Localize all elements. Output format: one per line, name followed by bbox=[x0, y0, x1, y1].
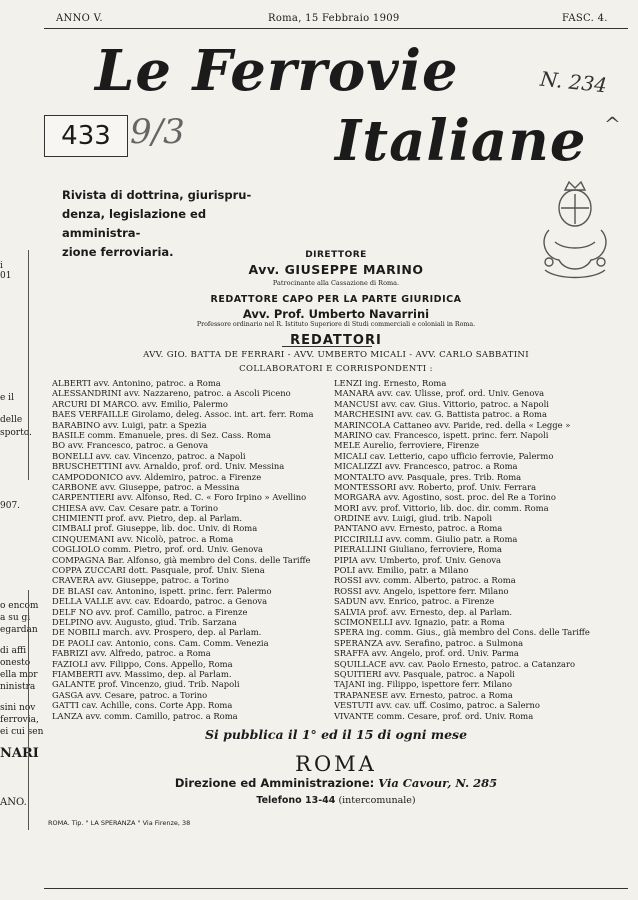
collaborator-entry: CHIESA avv. Cav. Cesare patr. a Torino bbox=[52, 502, 218, 513]
margin-scrap: o encom bbox=[0, 601, 39, 611]
footer-rule bbox=[44, 888, 628, 889]
collaborator-entry: DELPINO avv. Augusto, giud. Trib. Sarzana bbox=[52, 616, 237, 627]
collaborator-entry: SALVIA prof. avv. Ernesto, dep. al Parlam. bbox=[334, 606, 513, 617]
collaborator-entry: BARABINO avv. Luigi, patr. a Spezia bbox=[52, 419, 207, 430]
title-line-2: Italiane bbox=[335, 108, 587, 174]
collaborator-entry: CHIMIENTI prof. avv. Pietro, dep. al Parlam. bbox=[52, 513, 243, 524]
issue-date: Roma, 15 Febbraio 1909 bbox=[268, 13, 400, 24]
collaborator-entry: VESTUTI avv. cav. uff. Cosimo, patroc. a Salerno bbox=[334, 700, 540, 711]
collaborator-entry: FABRIZI avv. Alfredo, patroc. a Roma bbox=[52, 648, 211, 659]
collaborator-entry: CAMPODONICO avv. Aldemiro, patroc. a Firenze bbox=[52, 471, 262, 482]
collaborator-entry: SQUITIERI avv. Pasquale, patroc. a Napoli bbox=[334, 668, 515, 679]
margin-mark: ^ bbox=[604, 112, 621, 136]
collaborator-entry: CINQUEMANI avv. Nicolò, patroc. a Roma bbox=[52, 533, 234, 544]
collaborator-entry: TAJANI ing. Filippo, ispettore ferr. Milano bbox=[334, 679, 513, 690]
margin-scrap: e il bbox=[0, 393, 14, 403]
collaborator-entry: TRAPANESE avv. Ernesto, patroc. a Roma bbox=[334, 689, 513, 700]
margin-scrap: ella mor bbox=[0, 670, 38, 680]
collaborator-entry: ALESSANDRINI avv. Nazzareno, patroc. a Ascoli Piceno bbox=[52, 388, 291, 399]
issue-year: ANNO V. bbox=[56, 13, 103, 24]
margin-scrap: a su gi bbox=[0, 613, 31, 623]
collaborator-entry: MORGARA avv. Agostino, sost. proc. del Re a Torino bbox=[334, 492, 556, 503]
collaborator-entry: CARBONE avv. Giuseppe, patroc. a Messina bbox=[52, 481, 240, 492]
chief-editor-name: Avv. Prof. Umberto Navarrini bbox=[242, 307, 430, 321]
city-title: ROMA bbox=[295, 752, 377, 776]
editors-underline bbox=[282, 346, 372, 347]
collaborator-entry: MONTESSORI avv. Roberto, prof. Univ. Ferrara bbox=[334, 481, 537, 492]
collaborator-entry: BONELLI avv. cav. Vincenzo, patroc. a Napoli bbox=[52, 450, 246, 461]
margin-scrap: egardan bbox=[0, 625, 38, 635]
collaborator-entry: GASGA avv. Cesare, patroc. a Torino bbox=[52, 689, 208, 700]
collaborator-entry: MICALIZZI avv. Francesco, patroc. a Roma bbox=[334, 461, 518, 472]
phone-note: (intercomunale) bbox=[338, 795, 416, 806]
collaborator-entry: LENZI ing. Ernesto, Roma bbox=[334, 378, 447, 388]
margin-scrap: ei cui sen bbox=[0, 727, 44, 737]
collaborator-entry: FAZIOLI avv. Filippo, Cons. Appello, Roma bbox=[52, 658, 233, 669]
margin-scrap: onesto bbox=[0, 658, 31, 668]
collaborator-entry: CARPENTIERI avv. Alfonso, Red. C. « Foro Irpino » Avellino bbox=[52, 492, 307, 503]
collaborator-entry: BRUSCHETTINI avv. Arnaldo, prof. ord. Univ. Messina bbox=[52, 461, 285, 472]
collaborator-entry: PICCIRILLI avv. comm. Giulio patr. a Roma bbox=[334, 533, 518, 544]
margin-scrap: sini nov bbox=[0, 703, 36, 713]
collaborator-entry: SPERANZA avv. Serafino, patroc. a Sulmona bbox=[334, 637, 524, 648]
inventory-stamp bbox=[44, 115, 128, 157]
collaborator-entry: SRAFFA avv. Angelo, prof. ord. Univ. Parma bbox=[334, 648, 519, 659]
margin-scrap: sporto. bbox=[0, 428, 32, 438]
director-subtitle: Patrocinante alla Cassazione di Roma. bbox=[272, 279, 400, 287]
margin-scrap: di affi bbox=[0, 646, 27, 656]
margin-scrap: ninistra bbox=[0, 682, 36, 692]
collaborator-entry: LANZA avv. comm. Camillo, patroc. a Roma bbox=[52, 710, 238, 721]
margin-scrap: ferrovia, bbox=[0, 715, 39, 725]
collaborator-entry: PIERALLINI Giuliano, ferroviere, Roma bbox=[334, 544, 503, 555]
collaborator-entry: DE BLASI cav. Antonino, ispett. princ. ferr. Palermo bbox=[52, 585, 272, 596]
collaborator-entry: POLI avv. Emilio, patr. a Milano bbox=[334, 565, 469, 576]
collaborator-entry: MARCHESINI avv. cav. G. Battista patroc. a Roma bbox=[334, 409, 547, 420]
address-line bbox=[44, 776, 628, 790]
collaborator-entry: ARCURI DI MARCO. avv. Emilio, Palermo bbox=[52, 398, 228, 409]
header-rule bbox=[44, 28, 628, 29]
phone-label: Telefono 13-44 bbox=[256, 795, 336, 806]
collaborator-entry: DELF NO avv. prof. Camillo, patroc. a Firenze bbox=[52, 606, 248, 617]
margin-scrap: ANO. bbox=[0, 797, 27, 808]
description-line: zione ferroviaria. bbox=[62, 245, 174, 259]
phone-line bbox=[44, 795, 628, 806]
collaborator-entry: BO avv. Francesco, patroc. a Genova bbox=[52, 440, 209, 451]
collaborator-entry: ORDINE avv. Luigi, giud. trib. Napoli bbox=[334, 513, 493, 524]
margin-scrap: NARI bbox=[0, 746, 39, 761]
collaborator-entry: COGLIOLO comm. Pietro, prof. ord. Univ. Genova bbox=[52, 544, 263, 555]
collaborator-entry: SPERA ing. comm. Gius., già membro del Cons. delle Tariffe bbox=[334, 627, 590, 638]
description-line: denza, legislazione ed amministra- bbox=[62, 207, 207, 240]
collaborator-entry: MARINCOLA Cattaneo avv. Paride, red. della « Legge » bbox=[334, 419, 571, 430]
printer-line: ROMA. Tip. " LA SPERANZA " Via Firenze, 38 bbox=[48, 819, 191, 827]
editors-heading: REDATTORI bbox=[290, 333, 382, 348]
margin-scrap: 907. bbox=[0, 501, 21, 511]
title-line-1: Le Ferrovie bbox=[95, 38, 459, 104]
collaborator-entry: SADUN avv. Enrico, patroc. a Firenze bbox=[334, 596, 495, 607]
collaborator-entry: MONTALTO avv. Pasquale, pres. Trib. Roma bbox=[334, 471, 522, 482]
address-label: Direzione ed Amministrazione: bbox=[174, 776, 375, 790]
collaborator-entry: ROSSI avv. Angelo, ispettore ferr. Milano bbox=[334, 585, 509, 596]
collaborator-entry: DE PAOLI cav. Antonio, cons. Cam. Comm. Venezia bbox=[52, 637, 269, 648]
page-edge-line bbox=[28, 250, 29, 480]
address-street: Via Cavour, N. 285 bbox=[378, 776, 498, 790]
collaborator-entry: MANARA avv. cav. Ulisse, prof. ord. Univ. Genova bbox=[334, 388, 545, 399]
collaborator-entry: SQUILLACE avv. cav. Paolo Ernesto, patroc. a Catanzaro bbox=[334, 658, 576, 669]
collaborator-entry: SCIMONELLI avv. Ignazio, patr. a Roma bbox=[334, 616, 505, 627]
margin-scrap: i bbox=[0, 261, 3, 271]
collaborators-left-column bbox=[52, 378, 320, 721]
publication-frequency: Si pubblica il 1° ed il 15 di ogni mese bbox=[204, 727, 468, 742]
collaborator-entry: DELLA VALLE avv. cav. Edoardo, patroc. a Genova bbox=[52, 596, 268, 607]
collaborator-entry: CRAVERA avv. Giuseppe, patroc. a Torino bbox=[52, 575, 229, 586]
page-edge-line bbox=[28, 590, 29, 830]
stamp-number: 433 bbox=[61, 121, 111, 151]
collaborator-entry: FIAMBERTI avv. Massimo, dep. al Parlam. bbox=[52, 668, 232, 679]
collaborator-entry: BASILE comm. Emanuele, pres. di Sez. Cass. Roma bbox=[52, 429, 271, 440]
chief-editor-heading: REDATTORE CAPO PER LA PARTE GIURIDICA bbox=[210, 294, 462, 305]
issue-number: FASC. 4. bbox=[562, 13, 608, 24]
collaborator-entry: PANTANO avv. Ernesto, patroc. a Roma bbox=[334, 523, 503, 534]
collaborator-entry: ROSSI avv. comm. Alberto, patroc. a Roma bbox=[334, 575, 516, 586]
stamp-handwritten-note: 9/3 bbox=[130, 112, 185, 152]
collaborator-entry: GALANTE prof. Vincenzo, giud. Trib. Napoli bbox=[52, 679, 240, 690]
description-line: Rivista di dottrina, giurispru- bbox=[62, 188, 252, 202]
director-name: Avv. GIUSEPPE MARINO bbox=[248, 262, 424, 277]
collaborator-entry: MICALI cav. Letterio, capo ufficio ferrovie, Palermo bbox=[334, 450, 554, 461]
corner-handwritten-note: N. 234 bbox=[538, 66, 609, 98]
chief-editor-subtitle: Professore ordinario nel R. Istituto Superiore di Studi commerciali e coloniali in Roma. bbox=[196, 321, 476, 328]
margin-scrap: 01 bbox=[0, 271, 12, 281]
collaborator-entry: MANCUSI avv. cav. Gius. Vittorio, patroc. a Napoli bbox=[334, 398, 549, 409]
collaborators-right-column bbox=[334, 378, 616, 721]
collaborator-entry: CIMBALI prof. Giuseppe, lib. doc. Univ. di Roma bbox=[52, 523, 258, 534]
margin-scrap: delle bbox=[0, 415, 23, 425]
collaborator-entry: MORI avv. prof. Vittorio, lib. doc. dir. comm. Roma bbox=[334, 502, 549, 513]
collaborator-entry: COMPAGNA Bar. Alfonso, già membro del Cons. delle Tariffe bbox=[52, 554, 311, 565]
collaborator-entry: COPPA ZUCCARI dott. Pasquale, prof. Univ. Siena bbox=[52, 565, 265, 576]
collaborator-entry: MELE Aurelio, ferroviere, Firenze bbox=[334, 440, 480, 451]
collaborator-entry: GATTI cav. Achille, cons. Corte App. Roma bbox=[52, 700, 233, 711]
collaborator-entry: VIVANTE comm. Cesare, prof. ord. Univ. Roma bbox=[334, 710, 534, 721]
editors-names: AVV. GIO. BATTA DE FERRARI - AVV. UMBERTO MICALI - AVV. CARLO SABBATINI bbox=[143, 350, 529, 360]
collaborator-entry: PIPIA avv. Umberto, prof. Univ. Genova bbox=[334, 554, 501, 565]
collaborator-entry: DE NOBILI march. avv. Prospero, dep. al Parlam. bbox=[52, 627, 262, 638]
collaborator-entry: MARINO cav. Francesco, ispett. princ. ferr. Napoli bbox=[334, 429, 549, 440]
collaborator-entry: ALBERTI avv. Antonino, patroc. a Roma bbox=[52, 378, 221, 388]
director-heading: DIRETTORE bbox=[305, 250, 367, 260]
collaborator-entry: BAES VERFAILLE Girolamo, deleg. Assoc. int. art. ferr. Roma bbox=[52, 409, 314, 420]
collaborators-heading: COLLABORATORI E CORRISPONDENTI : bbox=[239, 364, 433, 374]
